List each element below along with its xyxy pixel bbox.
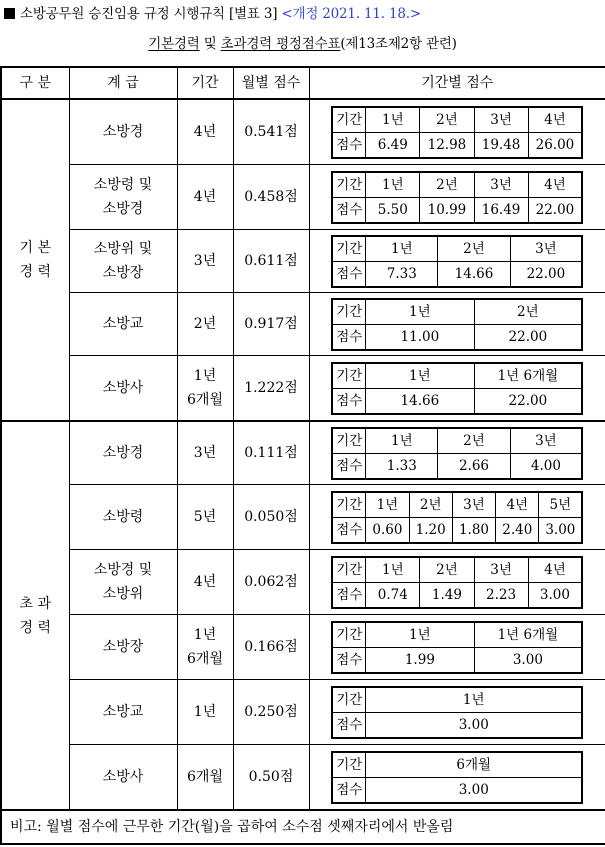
subtable-label: 기간	[332, 428, 366, 454]
subtable-value: 2년	[474, 299, 582, 325]
period-score-subtable	[331, 491, 583, 544]
title-part-basic: 기본경력	[148, 36, 200, 52]
monthly-score-cell: 0.917점	[233, 293, 309, 356]
subtable-value: 22.00	[474, 388, 582, 414]
subtable-value: 3년	[510, 236, 582, 262]
subtable-value: 3.00	[474, 647, 582, 673]
period-score-subtable	[331, 171, 583, 224]
rank-cell-line: 소방장	[102, 265, 144, 281]
subtable-value: 4.00	[510, 453, 582, 479]
subtable-value: 5.50	[366, 197, 420, 223]
rank-cell	[69, 550, 177, 615]
period-cell	[177, 356, 233, 422]
period-score-subtable	[331, 621, 583, 674]
subtable-label: 점수	[332, 582, 366, 608]
subtable-row	[332, 712, 582, 738]
subtable-label: 점수	[332, 324, 366, 350]
subtable-value: 1.33	[366, 453, 438, 479]
subtable-value: 5년	[539, 492, 582, 518]
subtable-row	[332, 557, 582, 583]
subtable-value: 3년	[474, 107, 528, 133]
category-label: 경 력	[19, 264, 51, 280]
period-cell	[177, 165, 233, 230]
rank-cell	[69, 356, 177, 422]
subtable-row	[332, 752, 582, 778]
subtable-value: 2년	[420, 172, 474, 198]
rank-cell-line: 소방위	[102, 586, 144, 602]
rank-cell-line: 소방령 및	[93, 177, 153, 193]
subtable-value: 22.00	[474, 324, 582, 350]
subtable-value: 3.00	[528, 582, 582, 608]
subtable-value: 3년	[474, 172, 528, 198]
rank-cell	[69, 99, 177, 165]
period-cell	[177, 745, 233, 811]
rank-cell	[69, 680, 177, 745]
header-category: 구 분	[1, 67, 69, 99]
subtable-value: 2년	[438, 428, 510, 454]
score-table	[0, 66, 605, 845]
subtable-value: 1년	[366, 363, 474, 389]
period-cell-line: 5년	[193, 509, 217, 525]
table-row	[1, 550, 605, 615]
subtable-row	[332, 647, 582, 673]
subtable-row	[332, 261, 582, 287]
period-score-cell	[309, 745, 605, 811]
table-row	[1, 356, 605, 422]
subtable-value: 4년	[496, 492, 539, 518]
subtable-value: 3년	[474, 557, 528, 583]
subtable-label: 기간	[332, 622, 366, 648]
category-label: 경 력	[19, 619, 51, 636]
period-cell-line: 2년	[193, 316, 217, 332]
subtable-value: 10.99	[420, 197, 474, 223]
monthly-score-cell: 0.111점	[233, 421, 309, 485]
subtable-row	[332, 428, 582, 454]
subtable-value: 14.66	[438, 261, 510, 287]
subtable-value: 1년	[366, 622, 474, 648]
rank-cell-line: 소방위 및	[93, 241, 153, 257]
period-score-cell	[309, 230, 605, 293]
subtable-value: 1년	[366, 236, 438, 262]
subtable-value: 1년	[366, 687, 583, 713]
period-score-subtable	[331, 235, 583, 288]
subtable-value: 12.98	[420, 132, 474, 158]
subtable-row	[332, 363, 582, 389]
subtable-row	[332, 132, 582, 158]
monthly-score-cell: 0.062점	[233, 550, 309, 615]
period-cell	[177, 230, 233, 293]
header-period-score: 기간별 점수	[309, 67, 605, 99]
subtable-value: 4년	[528, 107, 582, 133]
subtable-value: 6.49	[366, 132, 420, 158]
period-cell	[177, 99, 233, 165]
subtable-value: 1년 6개월	[474, 363, 582, 389]
rank-cell-line: 소방사	[102, 769, 144, 785]
subtable-label: 기간	[332, 236, 366, 262]
subtable-value: 26.00	[528, 132, 582, 158]
rank-cell	[69, 230, 177, 293]
subtable-row	[332, 622, 582, 648]
subtable-value: 1.49	[420, 582, 474, 608]
subtable-value: 0.60	[366, 517, 409, 543]
subtable-value: 2년	[420, 557, 474, 583]
table-row	[1, 230, 605, 293]
subtable-value: 22.00	[510, 261, 582, 287]
monthly-score-cell: 0.541점	[233, 99, 309, 165]
period-score-subtable	[331, 686, 583, 739]
period-score-cell	[309, 680, 605, 745]
period-score-subtable	[331, 298, 583, 351]
period-score-cell	[309, 421, 605, 485]
subtable-label: 점수	[332, 712, 366, 738]
period-cell-line: 4년	[193, 124, 217, 140]
period-cell	[177, 680, 233, 745]
subtable-row	[332, 687, 582, 713]
table-row	[1, 293, 605, 356]
subtable-value: 16.49	[474, 197, 528, 223]
subtable-value: 6개월	[366, 752, 583, 778]
period-cell-line: 3년	[193, 253, 217, 269]
subtable-value: 1년 6개월	[474, 622, 582, 648]
monthly-score-cell: 0.611점	[233, 230, 309, 293]
subtable-value: 3.00	[539, 517, 582, 543]
header-monthly-score: 월별 점수	[233, 67, 309, 99]
monthly-score-cell: 0.166점	[233, 615, 309, 680]
subtable-row	[332, 172, 582, 198]
subtable-label: 점수	[332, 777, 366, 803]
subtable-row	[332, 197, 582, 223]
title-reference: (제13조제2항 관련)	[340, 36, 457, 52]
subtable-label: 기간	[332, 107, 366, 133]
period-cell	[177, 485, 233, 550]
category-cell	[1, 421, 69, 810]
period-score-cell	[309, 165, 605, 230]
subtable-value: 4년	[528, 172, 582, 198]
category-label: 기 본	[19, 240, 51, 256]
subtable-label: 점수	[332, 647, 366, 673]
subtable-row	[332, 299, 582, 325]
period-cell-line: 6개월	[187, 769, 223, 785]
subtable-label: 점수	[332, 388, 366, 414]
rank-cell	[69, 293, 177, 356]
bullet-square-icon	[4, 8, 15, 19]
period-cell-line: 6개월	[187, 392, 223, 408]
subtable-value: 2.66	[438, 453, 510, 479]
period-cell-line: 3년	[193, 445, 217, 461]
subtable-value: 2년	[438, 236, 510, 262]
subtable-value: 1.99	[366, 647, 474, 673]
rank-cell	[69, 745, 177, 811]
subtable-value: 3년	[452, 492, 495, 518]
subtable-value: 0.74	[366, 582, 420, 608]
subtable-label: 기간	[332, 492, 366, 518]
subtable-value: 3.00	[366, 712, 583, 738]
table-row	[1, 485, 605, 550]
rank-cell-line: 소방교	[102, 704, 144, 720]
rank-cell	[69, 485, 177, 550]
table-row	[1, 421, 605, 485]
table-row	[1, 99, 605, 165]
period-score-cell	[309, 293, 605, 356]
subtable-label: 점수	[332, 197, 366, 223]
subtable-row	[332, 388, 582, 414]
rank-cell-line: 소방경	[102, 124, 144, 140]
monthly-score-cell: 0.50점	[233, 745, 309, 811]
period-score-subtable	[331, 362, 583, 415]
heading-text: 소방공무원 승진임용 규정 시행규칙 [별표 3]	[20, 6, 278, 22]
monthly-score-cell: 0.250점	[233, 680, 309, 745]
subtable-value: 1.20	[409, 517, 452, 543]
subtable-value: 11.00	[366, 324, 474, 350]
period-score-subtable	[331, 751, 583, 804]
subtable-row	[332, 324, 582, 350]
header-rank: 계 급	[69, 67, 177, 99]
subtable-row	[332, 236, 582, 262]
subtable-value: 1년	[366, 492, 409, 518]
rank-cell-line: 소방경	[102, 201, 144, 217]
amendment-note: <개정 2021. 11. 18.>	[281, 6, 421, 22]
period-cell	[177, 293, 233, 356]
subtable-value: 22.00	[528, 197, 582, 223]
period-score-cell	[309, 99, 605, 165]
table-row	[1, 745, 605, 811]
heading	[4, 2, 421, 22]
subtable-value: 1년	[366, 172, 420, 198]
subtable-label: 기간	[332, 363, 366, 389]
subtable-row	[332, 107, 582, 133]
subtable-value: 2년	[420, 107, 474, 133]
rank-cell	[69, 615, 177, 680]
subtable-value: 4년	[528, 557, 582, 583]
monthly-score-cell: 1.222점	[233, 356, 309, 422]
rank-cell	[69, 421, 177, 485]
subtable-value: 2년	[409, 492, 452, 518]
subtable-value: 19.48	[474, 132, 528, 158]
subtable-label: 점수	[332, 132, 366, 158]
period-cell	[177, 421, 233, 485]
period-score-subtable	[331, 556, 583, 609]
period-cell-line: 1년	[193, 627, 217, 643]
footnote: 비고: 월별 점수에 근무한 기간(월)을 곱하여 소수점 셋째자리에서 반올림	[1, 810, 605, 844]
subtable-value: 14.66	[366, 388, 474, 414]
period-cell	[177, 550, 233, 615]
period-cell-line: 4년	[193, 574, 217, 590]
subtable-label: 기간	[332, 172, 366, 198]
subtable-label: 점수	[332, 517, 366, 543]
rank-cell-line: 소방장	[102, 639, 144, 655]
table-row	[1, 680, 605, 745]
subtable-label: 기간	[332, 687, 366, 713]
subtable-row	[332, 453, 582, 479]
period-score-subtable	[331, 106, 583, 159]
subtable-value: 3년	[510, 428, 582, 454]
rank-cell-line: 소방경 및	[93, 562, 153, 578]
subtable-value: 1.80	[452, 517, 495, 543]
rank-cell-line: 소방경	[102, 445, 144, 461]
monthly-score-cell: 0.458점	[233, 165, 309, 230]
subtable-value: 1년	[366, 557, 420, 583]
period-cell-line: 6개월	[187, 651, 223, 667]
rank-cell-line: 소방령	[102, 509, 144, 525]
monthly-score-cell: 0.050점	[233, 485, 309, 550]
rank-cell-line: 소방사	[102, 380, 144, 396]
period-cell-line: 1년	[193, 704, 217, 720]
period-cell-line: 1년	[193, 368, 217, 384]
subtable-value: 2.23	[474, 582, 528, 608]
subtable-row	[332, 777, 582, 803]
header-period: 기간	[177, 67, 233, 99]
category-cell	[1, 99, 69, 421]
page-title	[0, 32, 605, 52]
subtable-label: 기간	[332, 557, 366, 583]
category-label: 초 과	[19, 595, 51, 612]
rank-cell-line: 소방교	[102, 316, 144, 332]
period-score-cell	[309, 356, 605, 422]
subtable-value: 3.00	[366, 777, 583, 803]
period-score-cell	[309, 615, 605, 680]
title-connector: 및	[199, 36, 221, 52]
subtable-row	[332, 582, 582, 608]
subtable-value: 1년	[366, 428, 438, 454]
period-cell-line: 4년	[193, 189, 217, 205]
subtable-value: 7.33	[366, 261, 438, 287]
subtable-value: 2.40	[496, 517, 539, 543]
subtable-label: 기간	[332, 752, 366, 778]
subtable-label: 점수	[332, 453, 366, 479]
subtable-row	[332, 492, 582, 518]
period-score-subtable	[331, 427, 583, 480]
subtable-value: 1년	[366, 299, 474, 325]
period-score-cell	[309, 550, 605, 615]
subtable-label: 점수	[332, 261, 366, 287]
rank-cell	[69, 165, 177, 230]
subtable-row	[332, 517, 582, 543]
table-row	[1, 615, 605, 680]
period-cell	[177, 615, 233, 680]
subtable-label: 기간	[332, 299, 366, 325]
period-score-cell	[309, 485, 605, 550]
table-row	[1, 165, 605, 230]
subtable-value: 1년	[366, 107, 420, 133]
title-part-excess: 초과경력 평정점수표	[220, 36, 341, 52]
